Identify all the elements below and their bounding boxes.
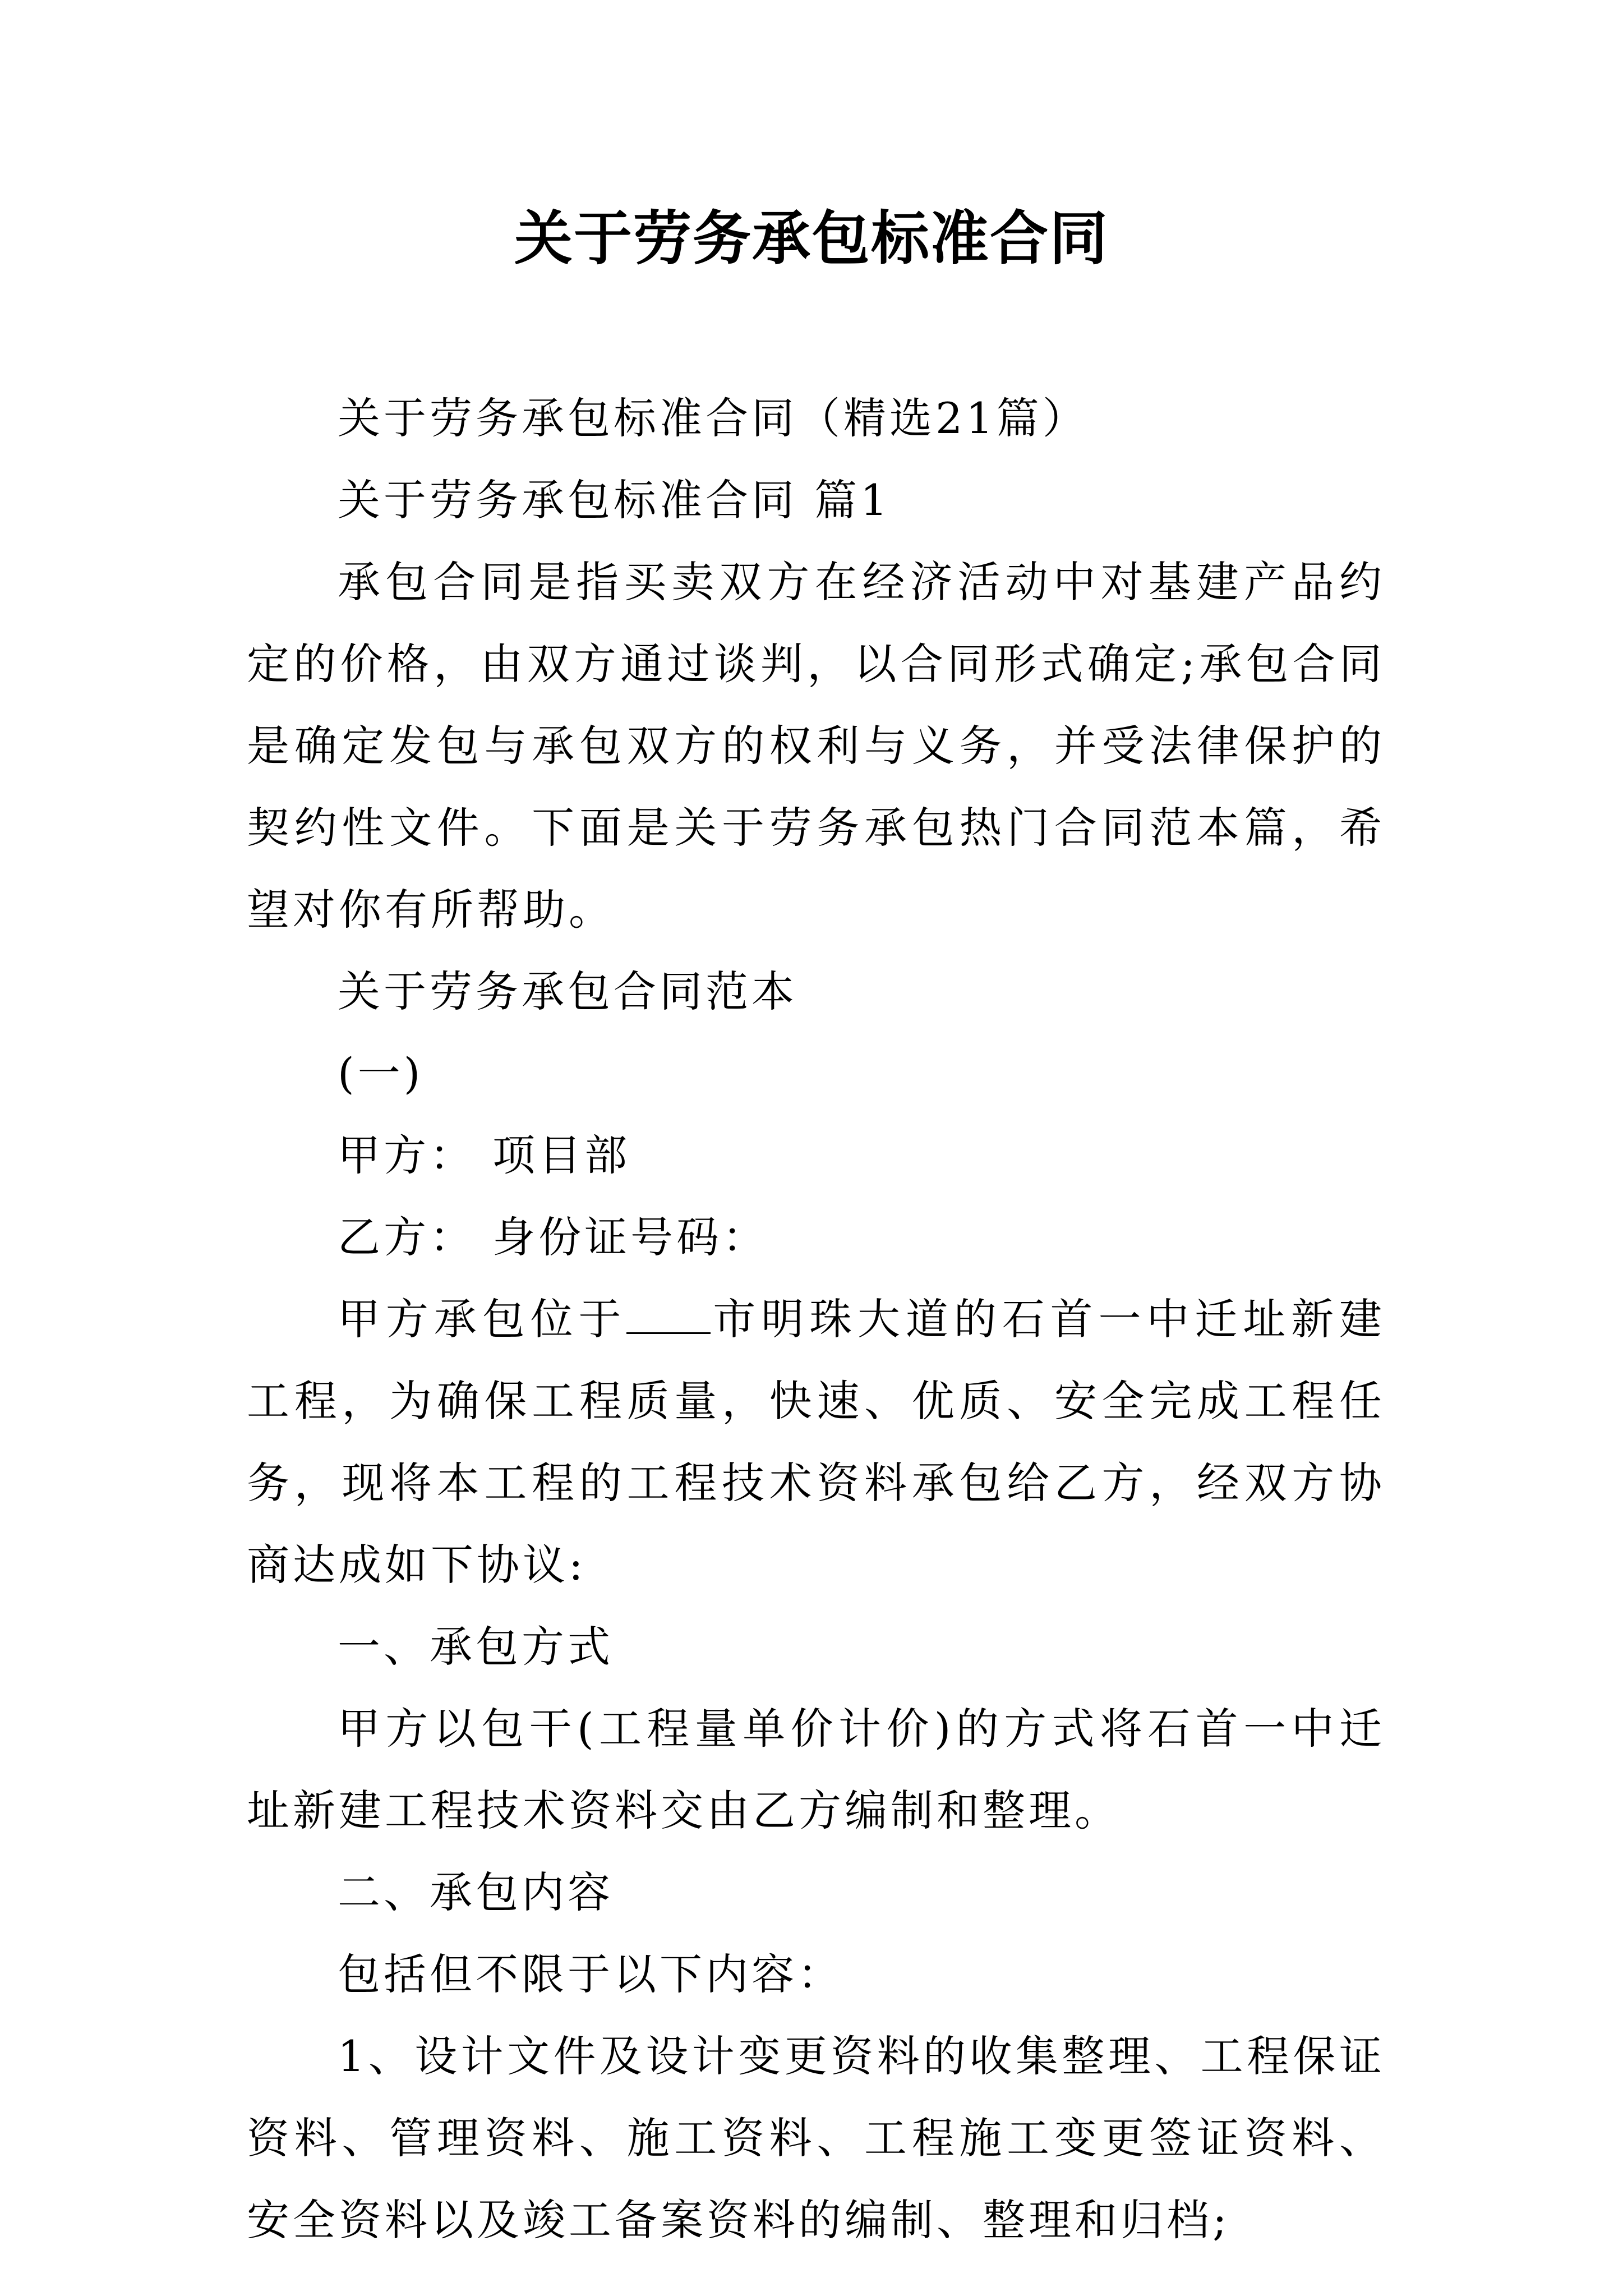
sample-heading: 关于劳务承包合同范本 <box>338 967 797 1016</box>
document-body <box>247 378 1385 2261</box>
party-a-line: 甲方： 项目部 <box>338 1130 631 1180</box>
sample-number: (一) <box>338 1048 424 1098</box>
clause-1-text: 甲方以包干(工程量单价计价)的方式将石首一中迁址新建工程技术资料交由乙方编制和整理。 <box>247 1704 1385 1835</box>
fill-in-blank <box>626 1297 711 1334</box>
clause-2-heading: 二、承包内容 <box>338 1867 614 1917</box>
section-heading: 关于劳务承包标准合同 篇1 <box>338 475 891 525</box>
scope-text-after-blank: 市明珠大道的石首一中迁址新建工程，为确保工程质量，快速、优质、安全完成工程任务，现将本工程的工程技术资料承包给乙方，经双方协商达成如下协议: <box>247 1294 1386 1590</box>
clause-2-intro: 包括但不限于以下内容： <box>338 1949 843 1999</box>
party-b-line: 乙方： 身份证号码： <box>338 1212 769 1262</box>
scope-text-before-blank: 甲方承包位于 <box>338 1294 627 1344</box>
document-title: 关于劳务承包标准合同 <box>514 204 1109 273</box>
clause-2-item-1: 1、设计文件及设计变更资料的收集整理、工程保证资料、管理资料、施工资料、工程施工变更签证资料、安全资料以及竣工备案资料的编制、整理和归档; <box>247 2031 1385 2245</box>
clause-1-heading: 一、承包方式 <box>338 1622 614 1672</box>
intro-paragraph: 承包合同是指买卖双方在经济活动中对基建产品约定的价格，由双方通过谈判，以合同形式确定;承包合同是确定发包与承包双方的权利与义务，并受法律保护的契约性文件。下面是关于劳务承包热门合同范本篇，希望对你有所帮助。 <box>247 557 1385 935</box>
document-subtitle: 关于劳务承包标准合同（精选21篇） <box>338 393 1089 443</box>
scope-paragraph <box>247 1278 1385 1606</box>
